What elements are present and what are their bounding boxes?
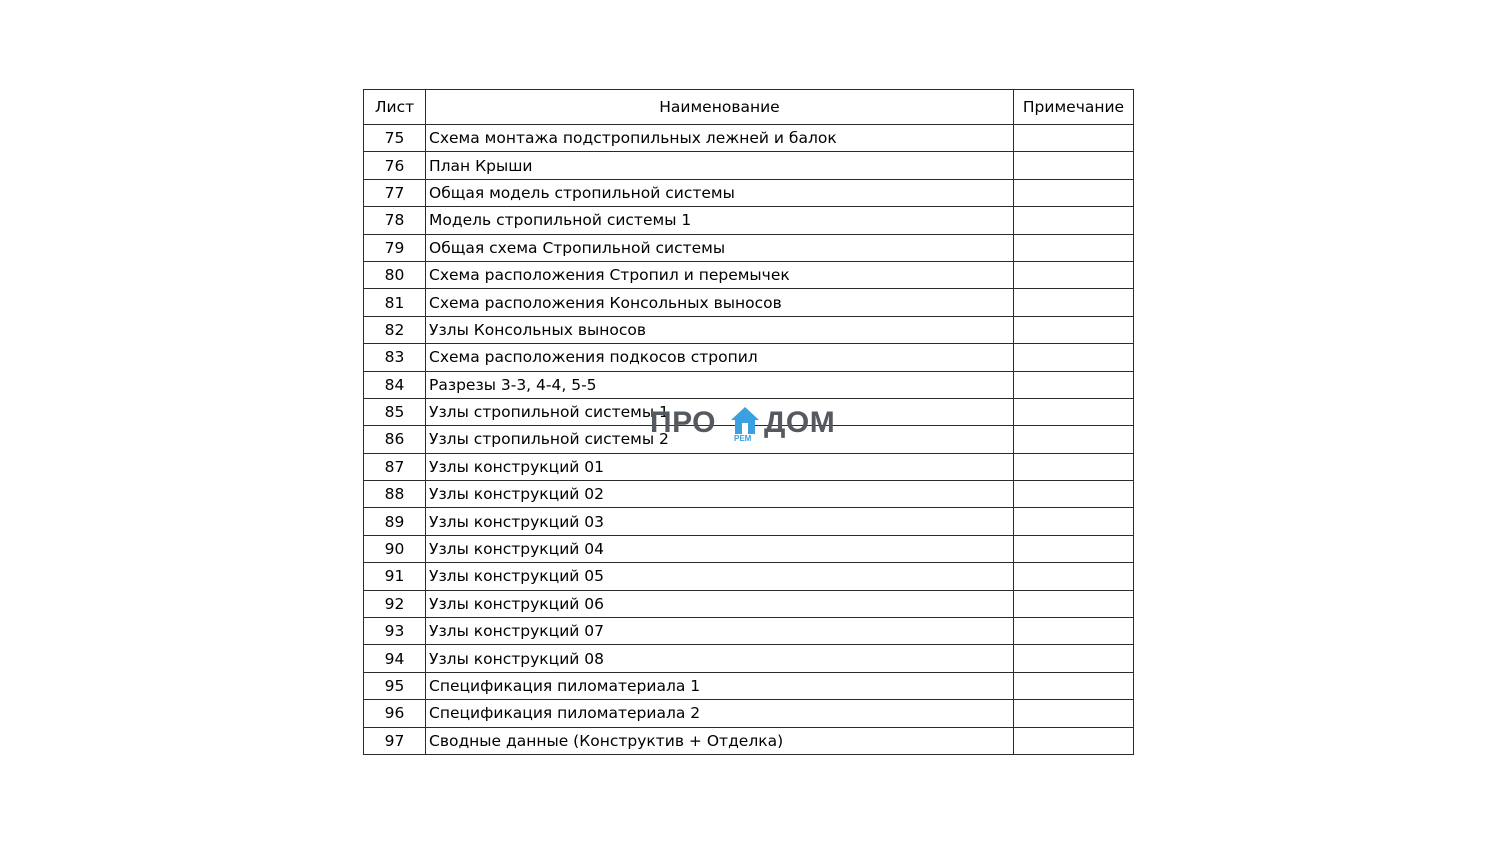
table-row bbox=[364, 398, 1134, 425]
sheet-name-cell: Узлы конструкций 07 bbox=[426, 618, 1014, 645]
sheet-number-cell: 89 bbox=[364, 508, 426, 535]
table-row bbox=[364, 590, 1134, 617]
sheet-name-cell: Схема монтажа подстропильных лежней и балок bbox=[426, 125, 1014, 152]
table-row bbox=[364, 371, 1134, 398]
table-row bbox=[364, 261, 1134, 288]
sheet-name-cell: Схема расположения подкосов стропил bbox=[426, 344, 1014, 371]
sheet-name-cell: План Крыши bbox=[426, 152, 1014, 179]
sheet-number-cell: 97 bbox=[364, 727, 426, 754]
header-sheet: Лист bbox=[364, 90, 426, 125]
sheet-note-cell bbox=[1014, 618, 1134, 645]
sheet-note-cell bbox=[1014, 563, 1134, 590]
sheet-name-cell: Узлы стропильной системы 1 bbox=[426, 398, 1014, 425]
sheet-note-cell bbox=[1014, 453, 1134, 480]
table-row bbox=[364, 344, 1134, 371]
sheet-number-cell: 84 bbox=[364, 371, 426, 398]
sheet-note-cell bbox=[1014, 700, 1134, 727]
sheet-name-cell: Спецификация пиломатериала 2 bbox=[426, 700, 1014, 727]
table-row bbox=[364, 508, 1134, 535]
table-row bbox=[364, 316, 1134, 343]
sheet-note-cell bbox=[1014, 344, 1134, 371]
sheet-list-table bbox=[363, 89, 1134, 755]
sheet-name-cell: Узлы конструкций 03 bbox=[426, 508, 1014, 535]
sheet-number-cell: 87 bbox=[364, 453, 426, 480]
sheet-note-cell bbox=[1014, 398, 1134, 425]
sheet-note-cell bbox=[1014, 261, 1134, 288]
sheet-name-cell: Узлы конструкций 08 bbox=[426, 645, 1014, 672]
table-row bbox=[364, 207, 1134, 234]
sheet-note-cell bbox=[1014, 125, 1134, 152]
table-row bbox=[364, 700, 1134, 727]
sheet-name-cell: Модель стропильной системы 1 bbox=[426, 207, 1014, 234]
table-row bbox=[364, 453, 1134, 480]
sheet-number-cell: 81 bbox=[364, 289, 426, 316]
sheet-note-cell bbox=[1014, 234, 1134, 261]
table-row bbox=[364, 727, 1134, 754]
sheet-number-cell: 95 bbox=[364, 672, 426, 699]
sheet-number-cell: 90 bbox=[364, 535, 426, 562]
sheet-number-cell: 93 bbox=[364, 618, 426, 645]
sheet-name-cell: Узлы конструкций 06 bbox=[426, 590, 1014, 617]
sheet-name-cell: Разрезы 3-3, 4-4, 5-5 bbox=[426, 371, 1014, 398]
sheet-name-cell: Общая модель стропильной системы bbox=[426, 179, 1014, 206]
table-row bbox=[364, 125, 1134, 152]
sheet-note-cell bbox=[1014, 590, 1134, 617]
table-row bbox=[364, 426, 1134, 453]
sheet-number-cell: 79 bbox=[364, 234, 426, 261]
table-row bbox=[364, 535, 1134, 562]
sheet-name-cell: Схема расположения Консольных выносов bbox=[426, 289, 1014, 316]
table-row bbox=[364, 179, 1134, 206]
table-row bbox=[364, 289, 1134, 316]
sheet-name-cell: Узлы конструкций 05 bbox=[426, 563, 1014, 590]
sheet-note-cell bbox=[1014, 535, 1134, 562]
sheet-number-cell: 76 bbox=[364, 152, 426, 179]
sheet-number-cell: 85 bbox=[364, 398, 426, 425]
sheet-note-cell bbox=[1014, 316, 1134, 343]
sheet-note-cell bbox=[1014, 672, 1134, 699]
sheet-number-cell: 94 bbox=[364, 645, 426, 672]
sheet-note-cell bbox=[1014, 508, 1134, 535]
sheet-note-cell bbox=[1014, 179, 1134, 206]
watermark-sub-text: РЕМ bbox=[734, 434, 752, 443]
table-row bbox=[364, 672, 1134, 699]
sheet-name-cell: Узлы стропильной системы 2 bbox=[426, 426, 1014, 453]
sheet-name-cell: Узлы конструкций 02 bbox=[426, 481, 1014, 508]
table-row bbox=[364, 152, 1134, 179]
header-note: Примечание bbox=[1014, 90, 1134, 125]
sheet-number-cell: 91 bbox=[364, 563, 426, 590]
sheet-name-cell: Сводные данные (Конструктив + Отделка) bbox=[426, 727, 1014, 754]
table-row bbox=[364, 618, 1134, 645]
watermark-right-text: ДОМ bbox=[764, 406, 836, 439]
sheet-note-cell bbox=[1014, 371, 1134, 398]
sheet-number-cell: 83 bbox=[364, 344, 426, 371]
table-row bbox=[364, 563, 1134, 590]
watermark-left-text: ПРО bbox=[650, 406, 717, 439]
table-row bbox=[364, 645, 1134, 672]
sheet-number-cell: 88 bbox=[364, 481, 426, 508]
sheet-number-cell: 77 bbox=[364, 179, 426, 206]
table-row bbox=[364, 481, 1134, 508]
sheet-note-cell bbox=[1014, 645, 1134, 672]
sheet-number-cell: 78 bbox=[364, 207, 426, 234]
sheet-number-cell: 82 bbox=[364, 316, 426, 343]
sheet-number-cell: 92 bbox=[364, 590, 426, 617]
sheet-name-cell: Узлы Консольных выносов bbox=[426, 316, 1014, 343]
header-name: Наименование bbox=[426, 90, 1014, 125]
sheet-number-cell: 75 bbox=[364, 125, 426, 152]
sheet-note-cell bbox=[1014, 426, 1134, 453]
sheet-number-cell: 80 bbox=[364, 261, 426, 288]
table-header-row bbox=[364, 90, 1134, 125]
sheet-name-cell: Общая схема Стропильной системы bbox=[426, 234, 1014, 261]
sheet-name-cell: Спецификация пиломатериала 1 bbox=[426, 672, 1014, 699]
sheet-note-cell bbox=[1014, 727, 1134, 754]
sheet-note-cell bbox=[1014, 207, 1134, 234]
sheet-name-cell: Узлы конструкций 04 bbox=[426, 535, 1014, 562]
sheet-name-cell: Схема расположения Стропил и перемычек bbox=[426, 261, 1014, 288]
table-row bbox=[364, 234, 1134, 261]
sheet-number-cell: 86 bbox=[364, 426, 426, 453]
sheet-number-cell: 96 bbox=[364, 700, 426, 727]
sheet-note-cell bbox=[1014, 289, 1134, 316]
sheet-note-cell bbox=[1014, 152, 1134, 179]
sheet-name-cell: Узлы конструкций 01 bbox=[426, 453, 1014, 480]
sheet-note-cell bbox=[1014, 481, 1134, 508]
